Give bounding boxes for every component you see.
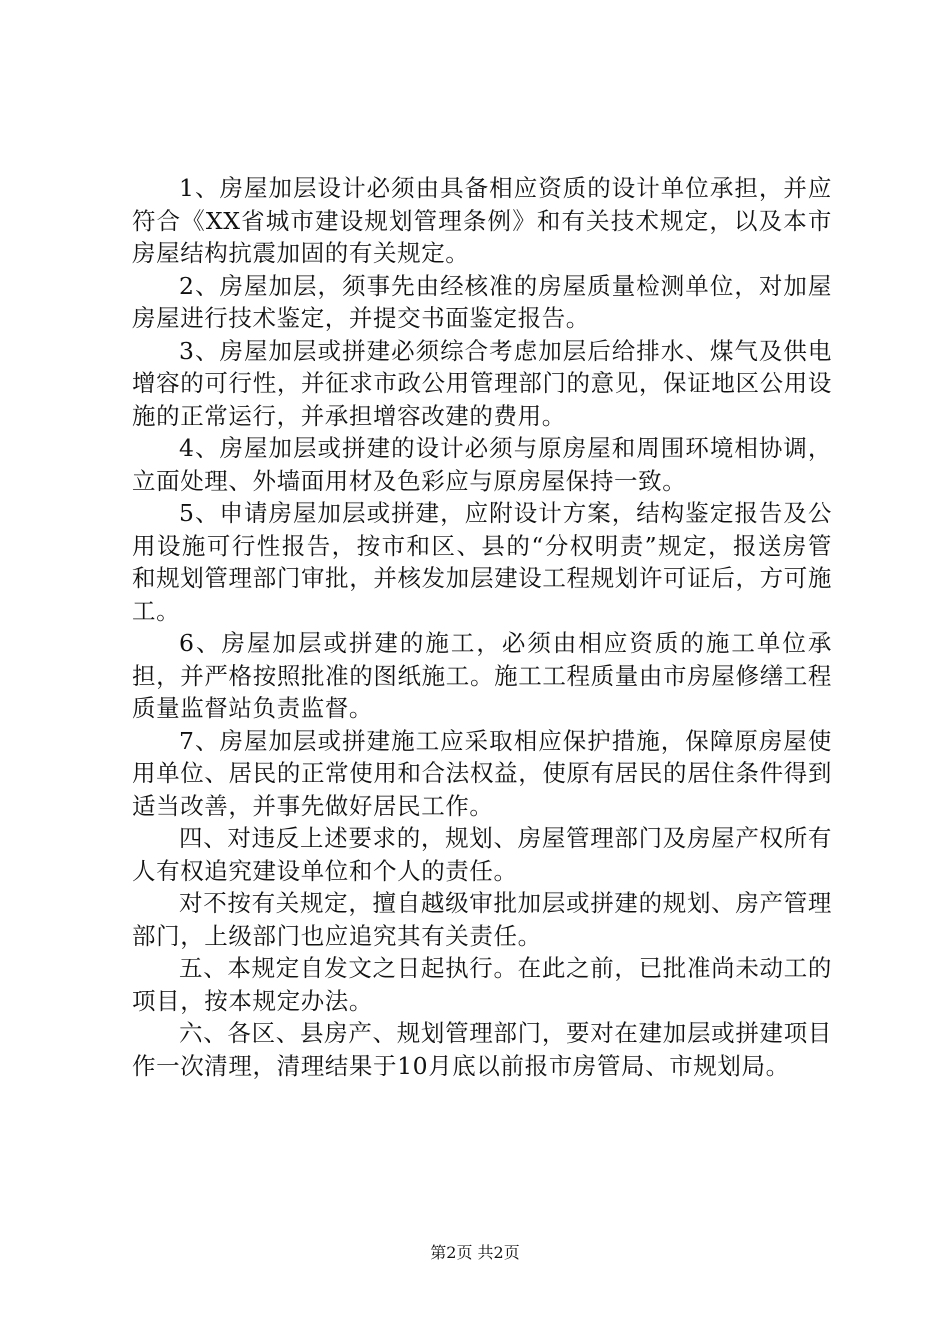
paragraph-section-6: 六、各区、县房产、规划管理部门，要对在建加层或拼建项目作一次清理，清理结果于10月底以前报市房管局、市规划局。 [132,1019,832,1080]
page-number-footer: 第2页 共2页 [430,1243,520,1262]
paragraph-section-4: 四、对违反上述要求的，规划、房屋管理部门及房屋产权所有人有权追究建设单位和个人的责任。 [132,824,832,885]
paragraph-3: 3、房屋加层或拼建必须综合考虑加层后给排水、煤气及供电增容的可行性，并征求市政公用管理部门的意见，保证地区公用设施的正常运行，并承担增容改建的费用。 [132,336,832,430]
paragraph-2: 2、房屋加层，须事先由经核准的房屋质量检测单位，对加屋房屋进行技术鉴定，并提交书面鉴定报告。 [132,271,832,332]
paragraph-5: 5、申请房屋加层或拼建，应附设计方案，结构鉴定报告及公用设施可行性报告，按市和区、县的“分权明责”规定，报送房管和规划管理部门审批，并核发加层建设工程规划许可证后，方可施工。 [132,499,832,625]
paragraph-section-5: 五、本规定自发文之日起执行。在此之前，已批准尚未动工的项目，按本规定办法。 [132,954,832,1015]
paragraph-6: 6、房屋加层或拼建的施工，必须由相应资质的施工单位承担，并严格按照批准的图纸施工。施工工程质量由市房屋修缮工程质量监督站负责监督。 [132,629,832,722]
paragraph-1: 1、房屋加层设计必须由具备相应资质的设计单位承担，并应符合《XX省城市建设规划管理条例》和有关技术规定，以及本市房屋结构抗震加固的有关规定。 [132,174,832,267]
paragraph-section-4-note: 对不按有关规定，擅自越级审批加层或拼建的规划、房产管理部门，上级部门也应追究其有关责任。 [132,889,832,950]
paragraph-4: 4、房屋加层或拼建的设计必须与原房屋和周围环境相协调，立面处理、外墙面用材及色彩应与原房屋保持一致。 [132,434,832,495]
document-body [132,172,832,1082]
paragraph-7: 7、房屋加层或拼建施工应采取相应保护措施，保障原房屋使用单位、居民的正常使用和合法权益，使原有居民的居住条件得到适当改善，并事先做好居民工作。 [132,726,832,820]
